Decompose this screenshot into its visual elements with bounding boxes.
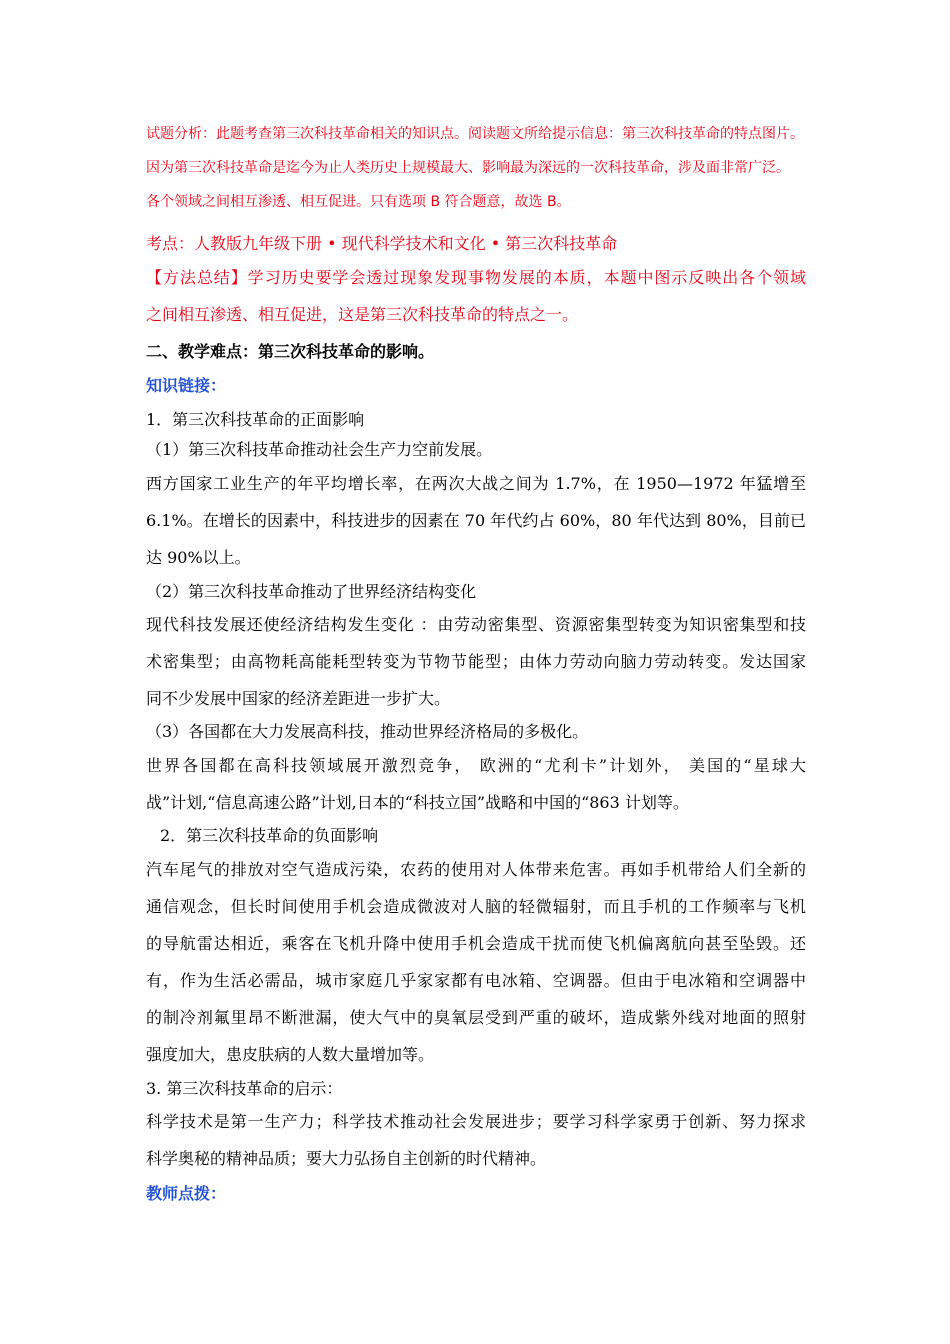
analysis-line-2: 因为第三次科技革命是迄今为止人类历史上规模最大、影响最为深远的一次科技革命，涉及面非常广泛。 bbox=[146, 160, 790, 176]
positive-p2-line-2: 术密集型；由高物耗高能耗型转变为节物节能型；由体力劳动向脑力劳动转变。发达国家 bbox=[146, 652, 806, 671]
negative-line-3: 的导航雷达相近，乘客在飞机升降中使用手机会造成干扰而使飞机偏离航向甚至坠毁。还 bbox=[146, 934, 806, 953]
negative-line-1: 汽车尾气的排放对空气造成污染，农药的使用对人体带来危害。再如手机带给人们全新的 bbox=[146, 860, 806, 879]
positive-p1-line-3: 达 90%以上。 bbox=[146, 548, 251, 567]
negative-heading: 2．第三次科技革命的负面影响 bbox=[160, 826, 379, 845]
positive-p3-line-2: 战”计划,“信息高速公路”计划,日本的“科技立国”战略和中国的“863 计划等。 bbox=[146, 793, 689, 812]
negative-line-6: 强度加大，患皮肤病的人数大量增加等。 bbox=[146, 1045, 435, 1064]
method-line-1: 【方法总结】学习历史要学会透过现象发现事物发展的本质，本题中图示反映出各个领域 bbox=[146, 268, 806, 287]
positive-p2-line-3: 同不少发展中国家的经济差距进一步扩大。 bbox=[146, 689, 451, 708]
analysis-line-3: 各个领域之间相互渗透、相互促进。只有选项 B 符合题意，故选 B。 bbox=[146, 194, 571, 210]
positive-p2-line-1: 现代科技发展还使经济结构发生变化 ：由劳动密集型、资源密集型转变为知识密集型和技 bbox=[146, 615, 806, 634]
section-title: 二、教学难点：第三次科技革命的影响。 bbox=[146, 342, 435, 361]
negative-line-2: 通信观念，但长时间使用手机会造成微波对人脑的轻微辐射，而且手机的工作频率与飞机 bbox=[146, 897, 806, 916]
positive-p1-line-2: 6.1%。在增长的因素中，科技进步的因素在 70 年代约占 60%，80 年代达到 80%，目前已 bbox=[146, 511, 806, 530]
inspiration-line-2: 科学奥秘的精神品质；要大力弘扬自主创新的时代精神。 bbox=[146, 1149, 547, 1168]
kaodian-line: 考点：人教版九年级下册 • 现代科学技术和文化 • 第三次科技革命 bbox=[146, 234, 618, 253]
positive-p2-title: （2）第三次科技革命推动了世界经济结构变化 bbox=[146, 582, 477, 601]
inspiration-heading: 3. 第三次科技革命的启示： bbox=[146, 1079, 343, 1098]
positive-p1-title: （1）第三次科技革命推动社会生产力空前发展。 bbox=[146, 440, 493, 459]
positive-p3-line-1: 世界各国都在高科技领域展开激烈竞争， 欧洲的“尤利卡”计划外， 美国的“星球大 bbox=[146, 756, 806, 775]
method-line-2: 之间相互渗透、相互促进，这是第三次科技革命的特点之一。 bbox=[146, 305, 579, 324]
analysis-line-1: 试题分析：此题考查第三次科技革命相关的知识点。阅读题文所给提示信息：第三次科技革命的特点图片。 bbox=[146, 126, 804, 142]
negative-line-5: 的制冷剂氟里昂不断泄漏，使大气中的臭氧层受到严重的破坏，造成紫外线对地面的照射 bbox=[146, 1008, 806, 1027]
negative-line-4: 有，作为生活必需品，城市家庭几乎家家都有电冰箱、空调器。但由于电冰箱和空调器中 bbox=[146, 971, 806, 990]
positive-p1-line-1: 西方国家工业生产的年平均增长率，在两次大战之间为 1.7%，在 1950—1972 年猛增至 bbox=[146, 474, 806, 493]
knowledge-link-label: 知识链接： bbox=[146, 376, 227, 395]
teacher-tip-label: 教师点拨： bbox=[146, 1184, 227, 1203]
inspiration-line-1: 科学技术是第一生产力；科学技术推动社会发展进步；要学习科学家勇于创新、努力探求 bbox=[146, 1112, 806, 1131]
positive-p3-title: （3）各国都在大力发展高科技，推动世界经济格局的多极化。 bbox=[146, 722, 589, 741]
positive-heading: 1．第三次科技革命的正面影响 bbox=[146, 410, 365, 429]
